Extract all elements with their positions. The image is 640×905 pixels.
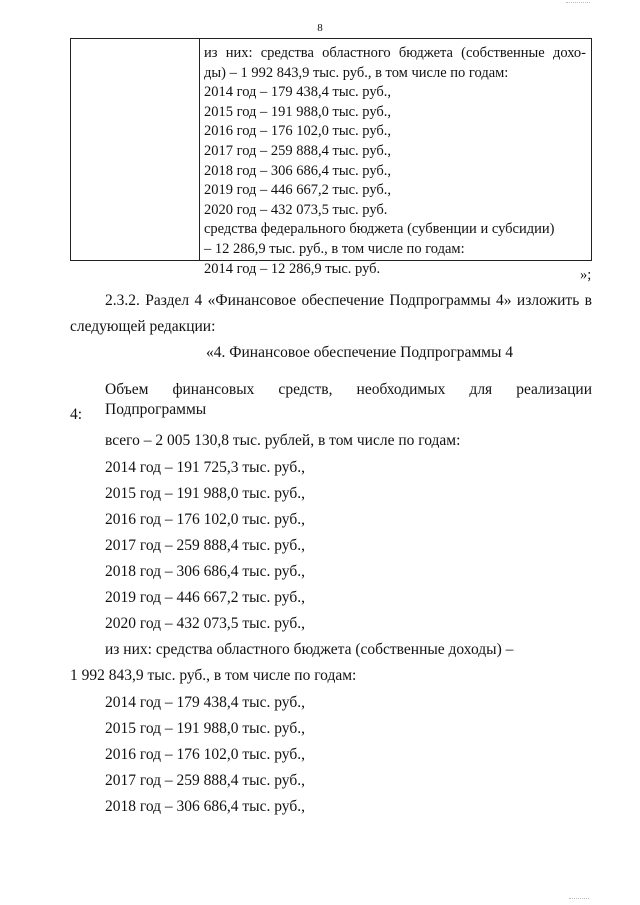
- table-line: 2015 год – 191 988,0 тыс. руб.,: [204, 103, 392, 120]
- table-line: 2019 год – 446 667,2 тыс. руб.,: [204, 182, 392, 199]
- year-total-line: 2015 год – 191 988,0 тыс. руб.,: [105, 485, 305, 502]
- table-line: из них: средства областного бюджета (собственные дохо-: [204, 45, 586, 61]
- section-intro-line: 2.3.2. Раздел 4 «Финансовое обеспечение Подпрограммы 4» изложить в: [105, 292, 592, 309]
- table-line: 2017 год – 259 888,4 тыс. руб.,: [204, 142, 392, 159]
- year-regional-line: 2017 год – 259 888,4 тыс. руб.,: [105, 772, 305, 789]
- funding-table: [70, 38, 592, 277]
- table-line: 2018 год – 306 686,4 тыс. руб.,: [204, 162, 392, 179]
- year-total-line: 2019 год – 446 667,2 тыс. руб.,: [105, 589, 305, 606]
- year-regional-line: 2018 год – 306 686,4 тыс. руб.,: [105, 798, 305, 815]
- page-number: 8: [317, 22, 323, 34]
- year-total-line: 2020 год – 432 073,5 тыс. руб.,: [105, 615, 305, 632]
- volume-line: Объем финансовых средств, необходимых для реализации Подпрограммы: [105, 381, 592, 418]
- total-line: всего – 2 005 130,8 тыс. рублей, в том числе по годам:: [105, 432, 461, 449]
- section-intro-line: следующей редакции:: [70, 318, 216, 335]
- table-line: 2014 год – 12 286,9 тыс. руб.: [204, 260, 381, 277]
- regional-budget-line: из них: средства областного бюджета (собственные доходы) –: [105, 641, 514, 658]
- table-line: 2016 год – 176 102,0 тыс. руб.,: [204, 123, 392, 140]
- year-regional-line: 2014 год – 179 438,4 тыс. руб.,: [105, 694, 305, 711]
- table-column-divider: [199, 39, 200, 260]
- table-line: 2014 год – 179 438,4 тыс. руб.,: [204, 84, 392, 101]
- table-line: средства федерального бюджета (субвенции и субсидии): [204, 221, 555, 238]
- scan-mark-top: [566, 2, 590, 5]
- year-total-line: 2014 год – 191 725,3 тыс. руб.,: [105, 459, 305, 476]
- year-regional-line: 2016 год – 176 102,0 тыс. руб.,: [105, 746, 305, 763]
- year-total-line: 2016 год – 176 102,0 тыс. руб.,: [105, 511, 305, 528]
- table-line: 2020 год – 432 073,5 тыс. руб.: [204, 201, 388, 218]
- table-line: ды) – 1 992 843,9 тыс. руб., в том числе по годам:: [204, 64, 509, 81]
- volume-line: 4:: [70, 406, 83, 423]
- scan-mark-bottom: [569, 898, 589, 901]
- year-total-line: 2017 год – 259 888,4 тыс. руб.,: [105, 537, 305, 554]
- year-total-line: 2018 год – 306 686,4 тыс. руб.,: [105, 563, 305, 580]
- table-line: – 12 286,9 тыс. руб., в том числе по годам:: [204, 240, 465, 257]
- year-regional-line: 2015 год – 191 988,0 тыс. руб.,: [105, 720, 305, 737]
- regional-budget-line: 1 992 843,9 тыс. руб., в том числе по годам:: [70, 667, 357, 684]
- closing-quote: »;: [580, 267, 592, 283]
- section-heading: «4. Финансовое обеспечение Подпрограммы 4: [206, 344, 514, 361]
- table-cell-funding: [204, 44, 586, 279]
